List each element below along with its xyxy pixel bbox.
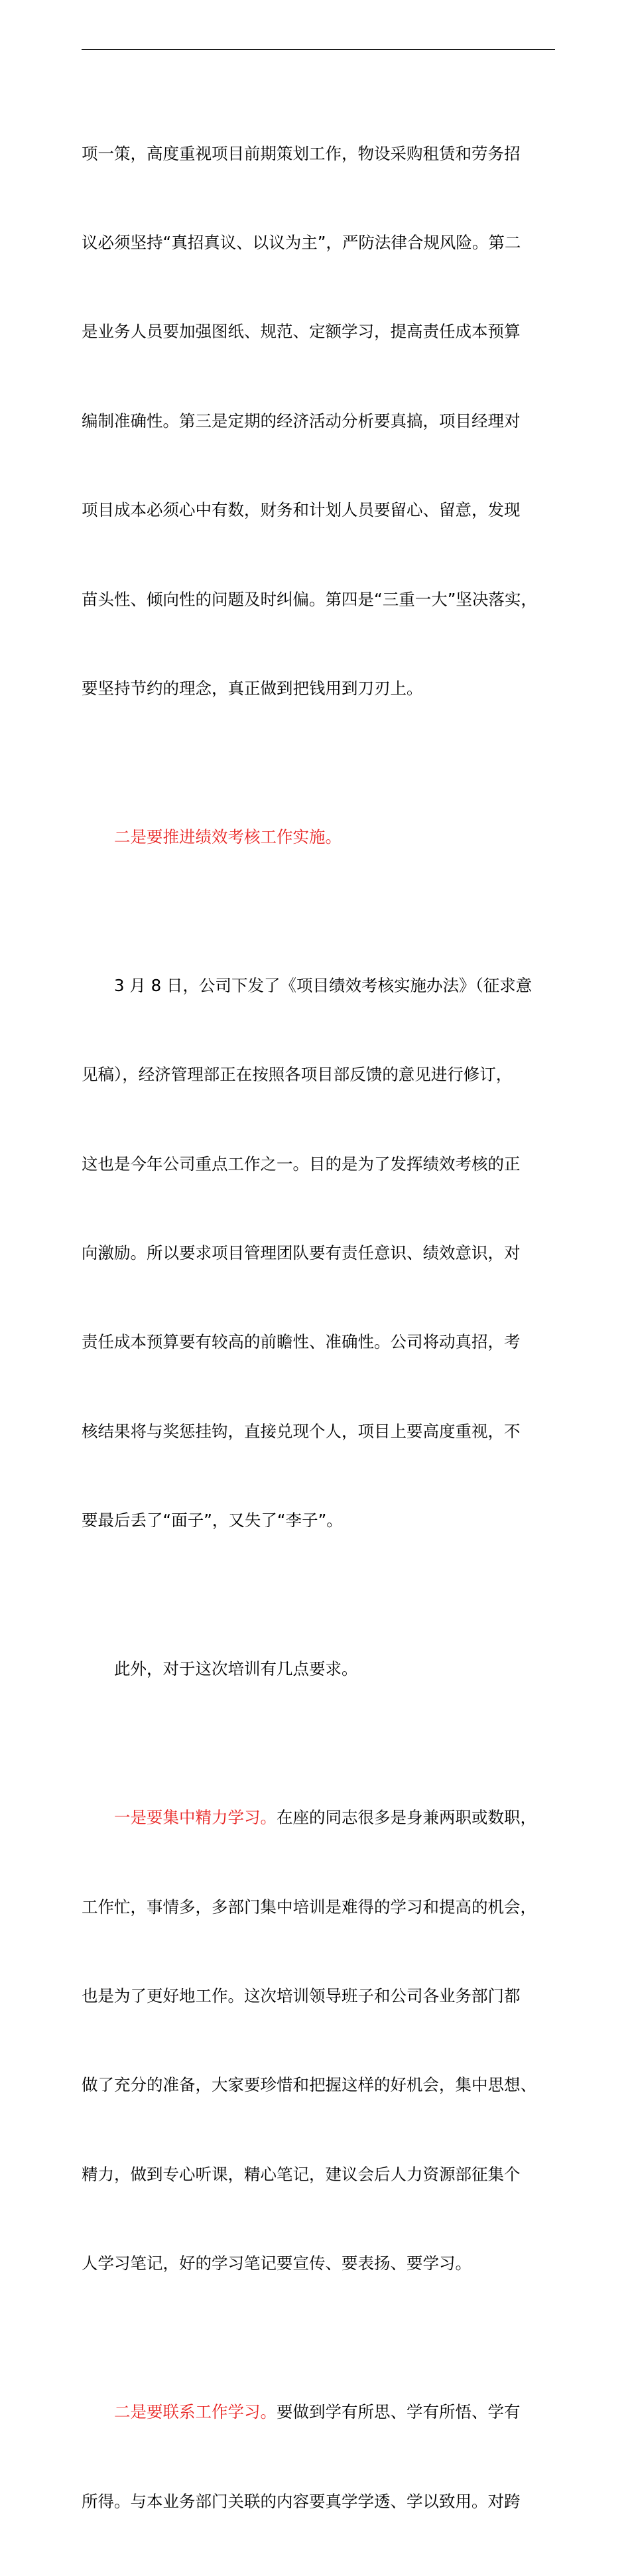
text-line: 工作忙，事情多，多部门集中培训是难得的学习和提高的机会，	[82, 1897, 536, 1917]
text-line	[82, 1803, 570, 1833]
text-line: 是业务人员要加强图纸、规范、定额学习，提高责任成本预算	[82, 322, 521, 342]
text-line: 精力，做到专心听课，精心笔记，建议会后人力资源部征集个	[82, 2164, 521, 2184]
text-line	[82, 2398, 570, 2427]
header-rule	[82, 49, 555, 50]
text-line: 所得。与本业务部门关联的内容要真学学透、学以致用。对跨	[82, 2491, 521, 2511]
paragraph-training-intro	[82, 1595, 570, 1744]
text-line: 这也是今年公司重点工作之一。目的是为了发挥绩效考核的正	[82, 1154, 521, 1174]
section-heading: 二是要联系工作学习。	[114, 2402, 277, 2422]
text-line: 见稿），经济管理部正在按照各项目部反馈的意见进行修订，	[82, 1065, 513, 1085]
text-run: 要做到学有所思、学有所悟、学有	[277, 2402, 521, 2422]
paragraph-performance-heading	[82, 763, 570, 912]
text-line: 责任成本预算要有较高的前瞻性、准确性。公司将动真招，考	[82, 1332, 521, 1352]
text-line: 核结果将与奖惩挂钩，直接兑现个人，项目上要高度重视，不	[82, 1421, 521, 1441]
text-line: 做了充分的准备，大家要珍惜和把握这样的好机会，集中思想、	[82, 2075, 536, 2095]
document-body	[82, 80, 570, 2576]
text-line: 议必须坚持“真招真议、以议为主”，严防法律合规风险。第二	[82, 232, 521, 252]
paragraph-work-related-study	[82, 2339, 570, 2576]
text-line: 项目成本必须心中有数，财务和计划人员要留心、留意，发现	[82, 500, 521, 520]
text-line: 也是为了更好地工作。这次培训领导班子和公司各业务部门都	[82, 1986, 521, 2005]
paragraph-focused-study	[82, 1744, 570, 2339]
paragraph-cost-control	[82, 80, 570, 763]
text-line: 人学习笔记，好的学习笔记要宣传、要表扬、要学习。	[82, 2254, 472, 2273]
text-line: 向激励。所以要求项目管理团队要有责任意识、绩效意识，对	[82, 1243, 521, 1263]
section-heading: 一是要集中精力学习。	[114, 1808, 277, 1828]
text-line: 项一策，高度重视项目前期策划工作，物设采购租赁和劳务招	[82, 143, 521, 163]
text-line: 苗头性、倾向性的问题及时纠偏。第四是“三重一大”坚决落实，	[82, 589, 537, 609]
text-line: 编制准确性。第三是定期的经济活动分析要真搞，项目经理对	[82, 411, 521, 431]
text-line: 3 月 8 日，公司下发了《项目绩效考核实施办法》（征求意	[114, 975, 533, 995]
paragraph-performance-assessment	[82, 912, 570, 1595]
section-heading: 二是要推进绩效考核工作实施。	[114, 827, 342, 847]
text-run: 在座的同志很多是身兼两职或数职，	[277, 1808, 536, 1828]
text-line: 此外，对于这次培训有几点要求。	[114, 1659, 358, 1679]
text-line: 要最后丢了“面子”，又失了“李子”。	[82, 1511, 343, 1530]
text-line: 要坚持节约的理念，真正做到把钱用到刀刃上。	[82, 678, 423, 698]
